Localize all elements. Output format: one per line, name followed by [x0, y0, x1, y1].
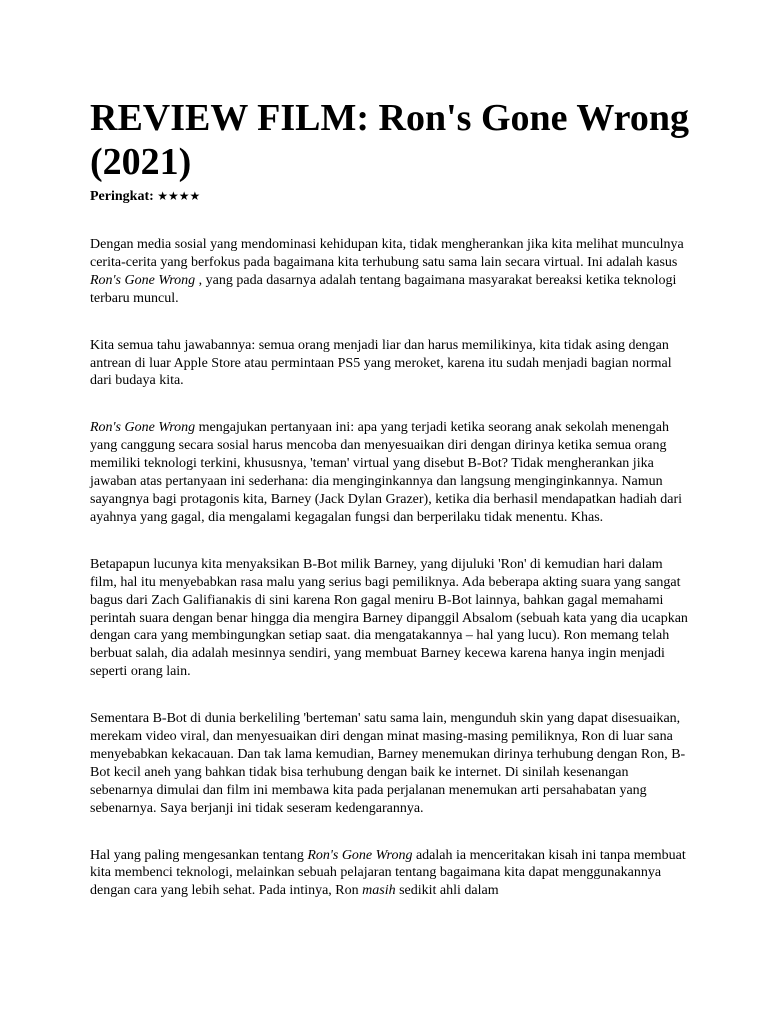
paragraph-text: Hal yang paling mengesankan tentang [90, 847, 308, 863]
article-paragraph [90, 419, 690, 526]
paragraph-text: mengajukan pertanyaan ini: apa yang terjadi ketika seorang anak sekolah menengah yang canggung secara sosial harus mencoba dan menyesuaikan diri dengan dirinya ketika semua orang memiliki teknologi terkini, khususnya, 'teman' virtual yang disebut B-Bot? Tidak mengherankan jika jawaban atas pertanyaan ini sederhana: dia menginginkannya dan langsung menginginkannya. Namun sayangnya bagi protagonis kita, Barney (Jack Dylan Grazer), ketika dia berhasil mendapatkan hadiah dari ayahnya yang gagal, dia mengalami kegagalan fungsi dan berperilaku tidak menentu. Khas. [90, 420, 683, 525]
paragraph-text: Sementara B-Bot di dunia berkeliling 'berteman' satu sama lain, mengunduh skin yang dapat disesuaikan, merekam video viral, dan menyesuaikan diri dengan minat masing-masing pemiliknya, Ron di luar sana menyebabkan kekacauan. Dan tak lama kemudian, Barney menemukan dirinya terhubung dengan Ron, B-Bot kecil aneh yang bahkan tidak bisa terhubung dengan baik ke internet. Di sinilah kesenangan sebenarnya dimulai dan film ini membawa kita pada perjalanan menemukan arti persahabatan yang sebenarnya. Saya berjanji ini tidak seseram kedengarannya. [90, 711, 686, 816]
article-body [90, 236, 690, 900]
paragraph-text: adalah ia menceritakan kisah ini tanpa membuat kita membenci teknologi, melainkan sebuah pelajaran tentang bagaimana kita dapat menggunakannya dengan cara yang lebih sehat. Pada intinya, Ron [90, 847, 686, 899]
italic-text: Ron's Gone Wrong [90, 420, 196, 436]
rating-stars-icon: ★★★★ [157, 189, 201, 203]
article-title: REVIEW FILM: Ron's Gone Wrong (2021) [90, 97, 689, 183]
article-paragraph [90, 556, 690, 681]
article [90, 96, 690, 900]
article-paragraph [90, 236, 690, 308]
article-paragraph [90, 710, 690, 817]
article-paragraph [90, 337, 690, 391]
paragraph-text: sedikit ahli dalam [395, 883, 499, 899]
italic-text: Ron's Gone Wrong [90, 272, 196, 288]
italic-text: Ron's Gone Wrong [307, 847, 413, 863]
paragraph-text: , yang pada dasarnya adalah tentang bagaimana masyarakat bereaksi ketika teknologi terbaru muncul. [90, 272, 677, 306]
rating [90, 187, 690, 206]
article-paragraph [90, 847, 690, 901]
paragraph-text: Kita semua tahu jawabannya: semua orang menjadi liar dan harus memilikinya, kita tidak asing dengan antrean di luar Apple Store atau permintaan PS5 yang meroket, karena itu sudah menjadi bagian normal dari budaya kita. [90, 337, 672, 389]
italic-text: masih [362, 883, 396, 899]
paragraph-text: Betapapun lucunya kita menyaksikan B-Bot milik Barney, yang dijuluki 'Ron' di kemudian hari dalam film, hal itu menyebabkan rasa malu yang serius bagi pemiliknya. Ada beberapa akting suara yang sangat bagus dari Zach Galifianakis di sini karena Ron gagal meniru B-Bot lainnya, bahkan gagal memahami perintah suara dengan benar hingga dia mengira Barney dipanggil Absalom (sebuah kata yang dia ucapkan dengan cara yang membingungkan setiap saat. dia mengatakannya – hal yang lucu). Ron memang telah berbuat salah, dia adalah mesinnya sendiri, yang membuat Barney kecewa karena hanya ingin menjadi seperti orang lain. [90, 556, 688, 680]
paragraph-text: Dengan media sosial yang mendominasi kehidupan kita, tidak mengherankan jika kita melihat munculnya cerita-cerita yang berfokus pada bagaimana kita terhubung satu sama lain secara virtual. Ini adalah kasus [90, 237, 684, 270]
rating-label: Peringkat: [90, 189, 154, 204]
